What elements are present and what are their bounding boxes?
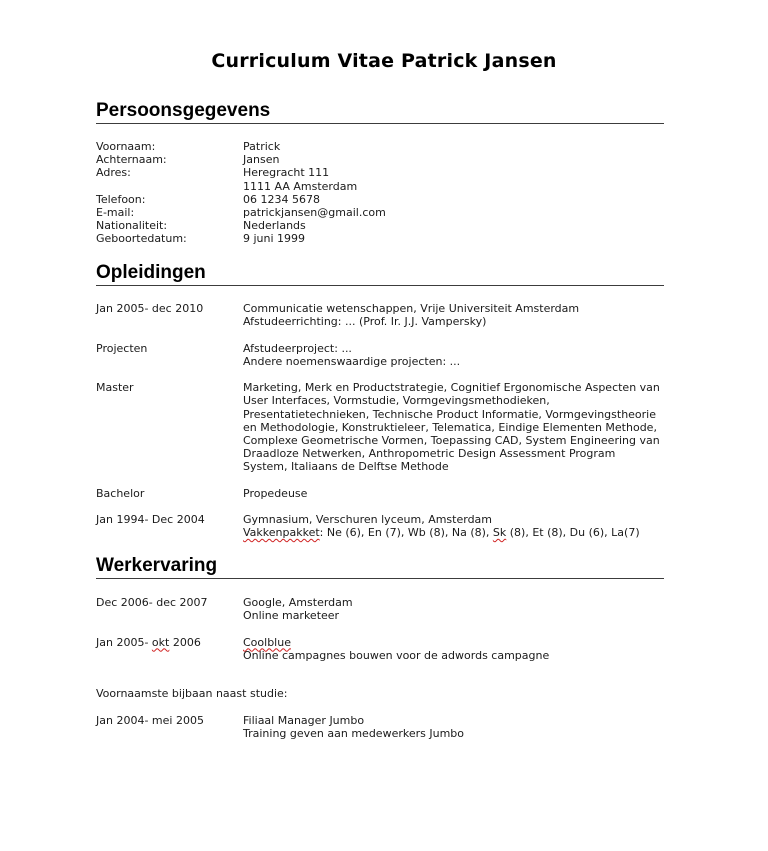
bijbaan-intro: Voornaamste bijbaan naast studie: [96,687,288,700]
detail-label: Adres: [96,166,131,180]
entry-line-vakkenpakket [243,526,673,539]
entry-line [243,636,673,649]
section-persoonsgegevens [96,100,664,124]
entry-line: User Interfaces, Vormstudie, Vormgevingsmethodieken, [243,394,550,408]
spellcheck-word: Vakkenpakket [243,526,320,540]
detail-value: 9 juni 1999 [243,232,306,246]
company-name: Coolblue [243,635,291,649]
entry-line: Presentatietechnieken, Technische Product Informatie, Vormgevingstheorie [243,407,657,421]
entry-period: Master [96,381,134,395]
personal-details [96,140,664,250]
entry-line: Communicatie wetenschappen, Vrije Universiteit Amsterdam [243,302,580,315]
period-text: Jan 2005- [96,635,152,649]
entry-period: Projecten [96,341,148,355]
detail-value: Patrick [243,140,281,153]
entry-line: System, Italiaans de Delftse Methode [243,460,449,474]
entry-line: Gymnasium, Verschuren lyceum, Amsterdam [243,513,493,526]
section-heading: Opleidingen [96,262,664,286]
detail-value [243,166,673,192]
address-street: Heregracht 111 [243,166,330,180]
detail-label: E-mail: [96,206,135,219]
entry-period: Dec 2006- dec 2007 [96,596,208,609]
entry-period: Jan 2005- dec 2010 [96,302,204,315]
detail-label: Geboortedatum: [96,232,187,246]
entry-line: Andere noemenswaardige projecten: ... [243,354,461,368]
detail-label: Nationaliteit: [96,219,168,233]
entry-details [243,487,673,500]
detail-value: 06 1234 5678 [243,192,320,206]
entry-period: Jan 1994- Dec 2004 [96,513,205,526]
detail-value: Jansen [243,153,280,167]
entry-line: Marketing, Merk en Productstrategie, Cognitief Ergonomische Aspecten van [243,381,660,395]
section-heading: Persoonsgegevens [96,100,664,124]
entry-line: Filiaal Manager Jumbo [243,714,365,727]
section-opleidingen [96,262,664,286]
entry-details [243,714,673,740]
detail-label: Telefoon: [96,192,146,206]
entry-period: Bachelor [96,487,145,500]
entry-line: Afstudeerproject: ... [243,341,352,355]
entry-line: Online campagnes bouwen voor de adwords campagne [243,648,550,662]
spellcheck-word: Sk [492,526,507,540]
entry-line: Draadloze Netwerken, Anthropometric Design Assessment Program [243,447,616,461]
detail-label: Voornaam: [96,140,156,153]
entry-period [96,636,241,649]
entry-details [243,342,673,368]
education-list [96,302,664,542]
detail-value: patrickjansen@gmail.com [243,206,386,219]
entry-line: Afstudeerrichting: ... (Prof. Ir. J.J. Vampersky) [243,315,487,329]
page-title: Curriculum Vitae Patrick Jansen [211,50,557,72]
entry-details [243,636,673,662]
entry-period: Jan 2004- mei 2005 [96,714,204,727]
entry-details [243,302,673,328]
vakken-text: (8), Et (8), Du (6), La(7) [506,526,640,540]
detail-label: Achternaam: [96,153,167,167]
entry-line: Propedeuse [243,487,308,500]
entry-line: Training geven aan medewerkers Jumbo [243,727,465,741]
spellcheck-word: okt [151,635,170,649]
vakken-text: : Ne (6), En (7), Wb (8), Na (8), [319,526,493,540]
entry-details [243,596,673,622]
entry-details [243,381,673,473]
section-werkervaring [96,555,664,579]
work-list [96,596,664,746]
address-city: 1111 AA Amsterdam [243,179,358,193]
detail-value: Nederlands [243,219,306,233]
period-text: 2006 [169,635,201,649]
entry-details [243,513,673,539]
section-heading: Werkervaring [96,555,664,579]
entry-line: en Methodologie, Konstruktieleer, Telematica, Eindige Elementen Methode, [243,420,657,434]
entry-line: Online marketeer [243,609,340,623]
entry-line: Complexe Geometrische Vormen, Toepassing CAD, System Engineering van [243,434,660,447]
entry-line: Google, Amsterdam [243,596,353,609]
